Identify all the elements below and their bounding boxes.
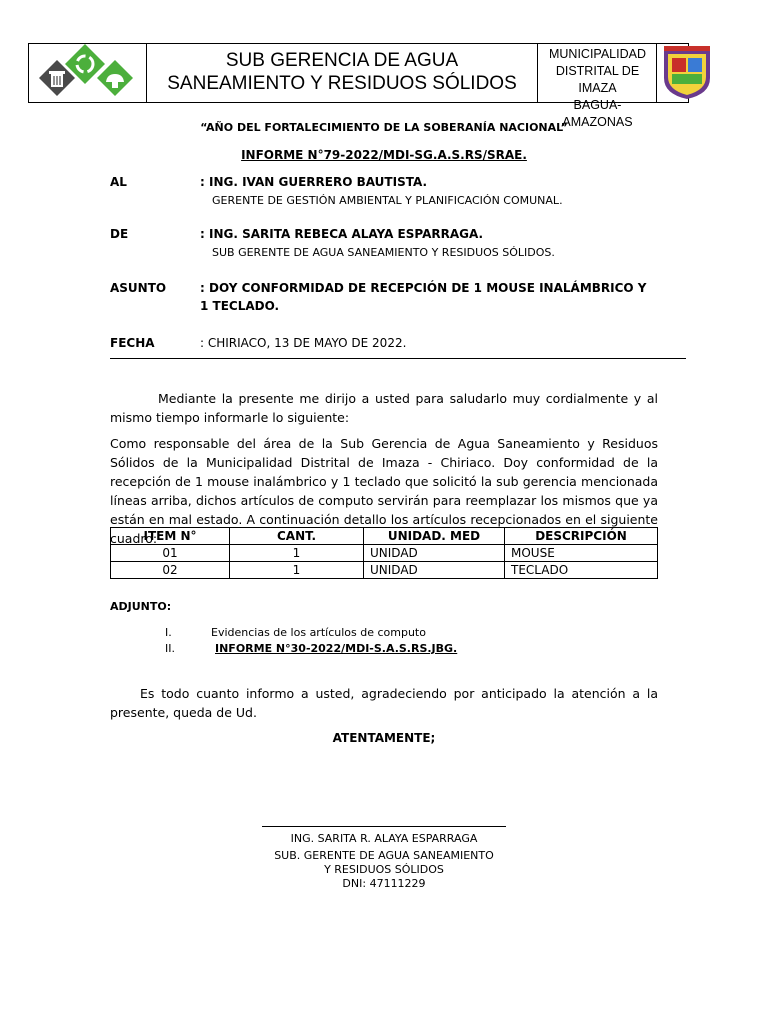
adjunto-label: ADJUNTO: <box>110 600 172 613</box>
municipality-block <box>539 44 657 129</box>
al-subtitle: GERENTE DE GESTIÓN AMBIENTAL Y PLANIFICACIÓN COMUNAL. <box>212 194 563 207</box>
table-cell-unit: UNIDAD <box>364 562 505 579</box>
items-table <box>110 527 658 579</box>
table-header-item: ITEM N° <box>111 528 230 545</box>
header-title-line1: SUB GERENCIA DE AGUA <box>225 50 459 71</box>
header-title <box>147 44 538 102</box>
table-header-description: DESCRIPCIÓN <box>505 528 658 545</box>
table-row <box>111 545 658 562</box>
table-cell-cant: 1 <box>230 562 364 579</box>
seal-cell <box>658 44 688 102</box>
table-cell-description: MOUSE <box>505 545 658 562</box>
signature-line <box>262 826 506 827</box>
al-label: AL <box>110 175 127 189</box>
de-label: DE <box>110 227 129 241</box>
table-cell-unit: UNIDAD <box>364 545 505 562</box>
closing-paragraph: Es todo cuanto informo a usted, agradeciendo por anticipado la atención a la presente, queda de Ud. <box>110 686 658 720</box>
table-row <box>111 562 658 579</box>
table-cell-cant: 1 <box>230 545 364 562</box>
table-cell-item: 01 <box>111 545 230 562</box>
report-number: INFORME N°79-2022/MDI-SG.A.S.RS/SRAE. <box>241 148 527 162</box>
regards: ATENTAMENTE; <box>332 731 436 745</box>
adjunto-item-num: I. <box>165 626 172 639</box>
table-cell-item: 02 <box>111 562 230 579</box>
al-value: : ING. IVAN GUERRERO BAUTISTA. <box>200 175 428 189</box>
signature-dni: DNI: 47111229 <box>342 877 426 890</box>
municipality-line1: MUNICIPALIDAD <box>548 47 646 61</box>
table-header-unit: UNIDAD. MED <box>364 528 505 545</box>
signature-name: ING. SARITA R. ALAYA ESPARRAGA <box>290 832 478 845</box>
de-subtitle: SUB GERENTE DE AGUA SANEAMIENTO Y RESIDUOS SÓLIDOS. <box>212 246 555 259</box>
de-value: : ING. SARITA REBECA ALAYA ESPARRAGA. <box>200 227 484 241</box>
logo-cell <box>29 44 147 102</box>
table-cell-description: TECLADO <box>505 562 658 579</box>
signature-role-line1: SUB. GERENTE DE AGUA SANEAMIENTO <box>274 849 494 862</box>
header-divider <box>110 358 686 359</box>
table-header-row <box>111 528 658 545</box>
table-header-cant: CANT. <box>230 528 364 545</box>
asunto-value-line1: : DOY CONFORMIDAD DE RECEPCIÓN DE 1 MOUSE INALÁMBRICO Y <box>200 281 647 295</box>
municipality-line3: BAGUA- AMAZONAS <box>562 98 633 129</box>
fecha-label: FECHA <box>110 336 155 350</box>
fecha-value: : CHIRIACO, 13 DE MAYO DE 2022. <box>200 336 407 350</box>
header-title-line2: SANEAMIENTO Y RESIDUOS SÓLIDOS <box>167 73 517 94</box>
body-paragraph-2: Como responsable del área de la Sub Gerencia de Agua Saneamiento y Residuos Sólidos de la Municipalidad Distrital de Imaza - Chiriaco. Doy conformidad de la recepción de 1 mouse inalámbrico y 1 teclado que solicitó la sub gerencia mencionada líneas arriba, dichos artículos de computo servirán para reemplazar los mismos que ya están en mal estado. A continuación detallo los artículos recepcionados en el siguiente cuadro: <box>110 436 658 546</box>
signature-role-line2: Y RESIDUOS SÓLIDOS <box>324 863 444 876</box>
municipality-line2: DISTRITAL DE IMAZA <box>555 64 640 95</box>
asunto-value-line2: 1 TECLADO. <box>200 299 280 313</box>
adjunto-item-text: Evidencias de los artículos de computo <box>211 626 426 639</box>
adjunto-item-num: II. <box>165 642 175 655</box>
adjunto-item-link[interactable]: INFORME N°30-2022/MDI-S.A.S.RS.JBG. <box>215 642 458 655</box>
municipal-seal-icon <box>658 44 716 102</box>
body-paragraph-1: Mediante la presente me dirijo a usted para saludarlo muy cordialmente y al mismo tiempo informarle lo siguiente: <box>110 391 658 425</box>
recycling-logo-icon <box>29 44 146 102</box>
asunto-label: ASUNTO <box>110 281 167 295</box>
motto: “AÑO DEL FORTALECIMIENTO DE LA SOBERANÍA NACIONAL” <box>200 121 568 134</box>
